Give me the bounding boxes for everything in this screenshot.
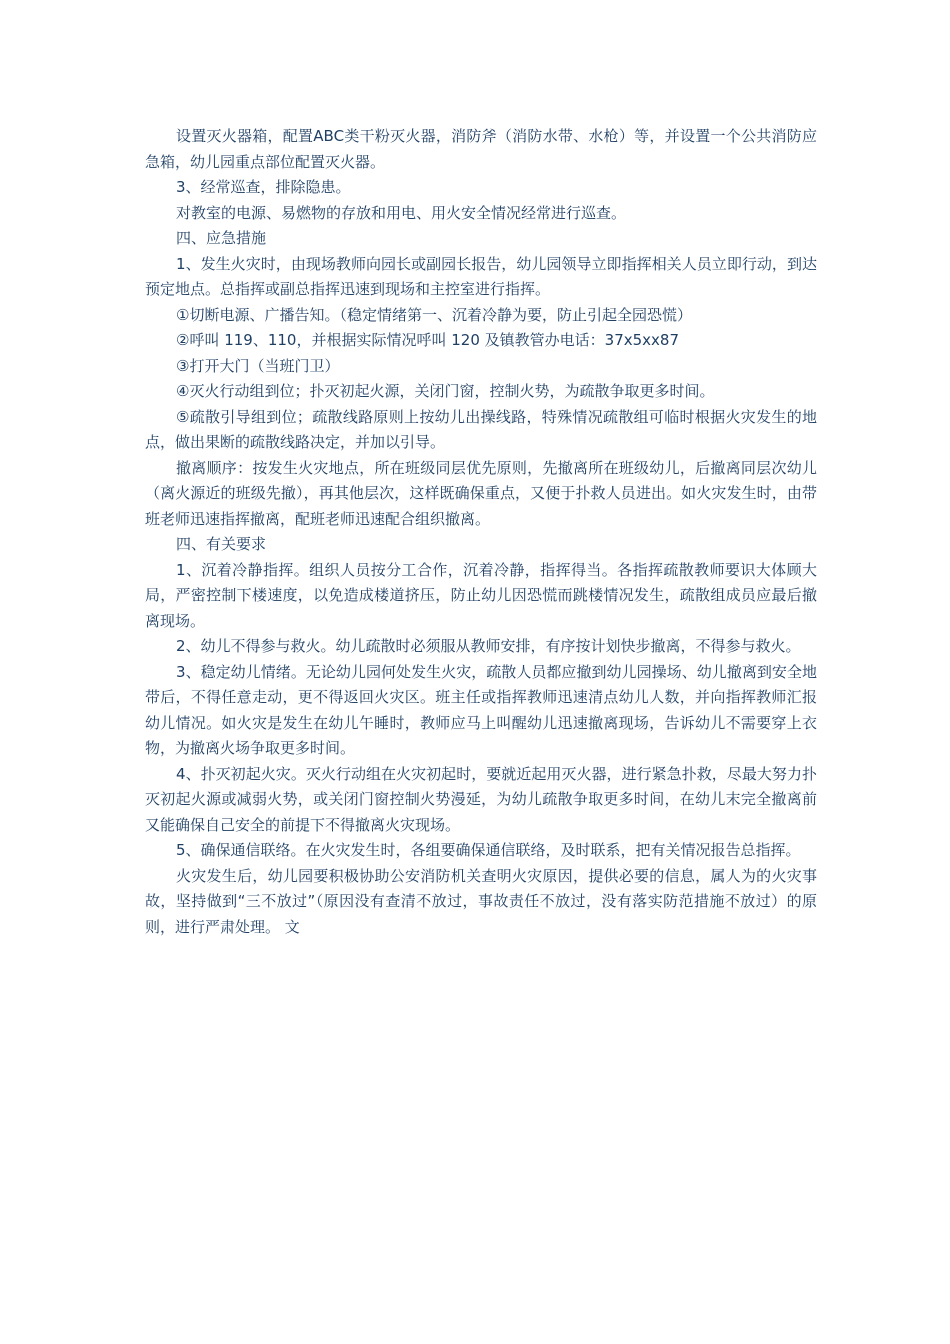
- paragraph-open-gate: ③打开大门（当班门卫）: [176, 356, 340, 375]
- paragraph-requirement-3: 3、稳定幼儿情绪。无论幼儿园何处发生火灾，疏散人员都应撤到幼儿园操场、幼儿撤离到安全地带后，不得任意走动，更不得返回火灾区。班主任或指挥教师迅速清点幼儿人数，并向指挥教师汇报幼儿情况。如火灾是发生在幼儿午睡时，教师应马上叫醒幼儿迅速撤离现场，告诉幼儿不需要穿上衣物，为撤离火场争取更多时间。: [145, 662, 817, 757]
- paragraph-fire-equipment: 设置灭火器箱，配置ABC类干粉灭火器，消防斧（消防水带、水枪）等，并设置一个公共消防应急箱，幼儿园重点部位配置灭火器。: [145, 127, 817, 171]
- section-heading-requirements: 四、有关要求: [176, 535, 267, 553]
- paragraph-inspection-heading: 3、经常巡查，排除隐患。: [176, 178, 351, 196]
- paragraph-requirement-5: 5、确保通信联络。在火灾发生时，各组要确保通信联络，及时联系，把有关情况报告总指挥。: [176, 841, 801, 859]
- paragraph-emergency-report: 1、发生火灾时，由现场教师向园长或副园长报告，幼儿园领导立即指挥相关人员立即行动，到达预定地点。总指挥或副总指挥迅速到现场和主控室进行指挥。: [145, 254, 817, 298]
- paragraph-firefighting-team: ④灭火行动组到位；扑灭初起火源，关闭门窗，控制火势，为疏散争取更多时间。: [176, 382, 715, 400]
- paragraph-requirement-2: 2、幼儿不得参与救火。幼儿疏散时必须服从教师安排，有序按计划快步撤离，不得参与救火。: [176, 637, 801, 655]
- paragraph-aftermath: 火灾发生后，幼儿园要积极协助公安消防机关查明火灾原因，提供必要的信息，属人为的火灾事故，坚持做到“三不放过”（原因没有查清不放过，事故责任不放过，没有落实防范措施不放过）的原则，进行严肃处理。 文: [145, 866, 817, 936]
- paragraph-inspection-body: 对教室的电源、易燃物的存放和用电、用火安全情况经常进行巡查。: [176, 203, 627, 222]
- paragraph-evacuation-team: ⑤疏散引导组到位；疏散线路原则上按幼儿出操线路，特殊情况疏散组可临时根据火灾发生的地点，做出果断的疏散线路决定，并加以引导。: [145, 407, 817, 451]
- paragraph-call-numbers: ②呼叫 119、110，并根据实际情况呼叫 120 及镇教管办电话：37x5xx87: [176, 331, 679, 349]
- document-body: [145, 124, 817, 940]
- paragraph-cut-power: ①切断电源、广播告知。（稳定情绪第一、沉着冷静为要，防止引起全园恐慌）: [176, 305, 692, 324]
- paragraph-evacuation-order: 撤离顺序：按发生火灾地点，所在班级同层优先原则，先撤离所在班级幼儿，后撤离同层次幼儿（离火源近的班级先撤），再其他层次，这样既确保重点，又便于扑救人员进出。如火灾发生时，由带班老师迅速指挥撤离，配班老师迅速配合组织撤离。: [145, 458, 817, 528]
- paragraph-requirement-4: 4、扑灭初起火灾。灭火行动组在火灾初起时，要就近起用灭火器，进行紧急扑救，尽最大努力扑灭初起火源或减弱火势，或关闭门窗控制火势漫延，为幼儿疏散争取更多时间，在幼儿末完全撤离前又能确保自己安全的前提下不得撤离火灾现场。: [145, 764, 817, 834]
- section-heading-emergency: 四、应急措施: [176, 229, 267, 247]
- paragraph-requirement-1: 1、沉着冷静指挥。组织人员按分工合作，沉着冷静，指挥得当。各指挥疏散教师要识大体顾大局，严密控制下楼速度，以免造成楼道挤压，防止幼儿因恐慌而跳楼情况发生，疏散组成员应最后撤离现场。: [145, 560, 817, 630]
